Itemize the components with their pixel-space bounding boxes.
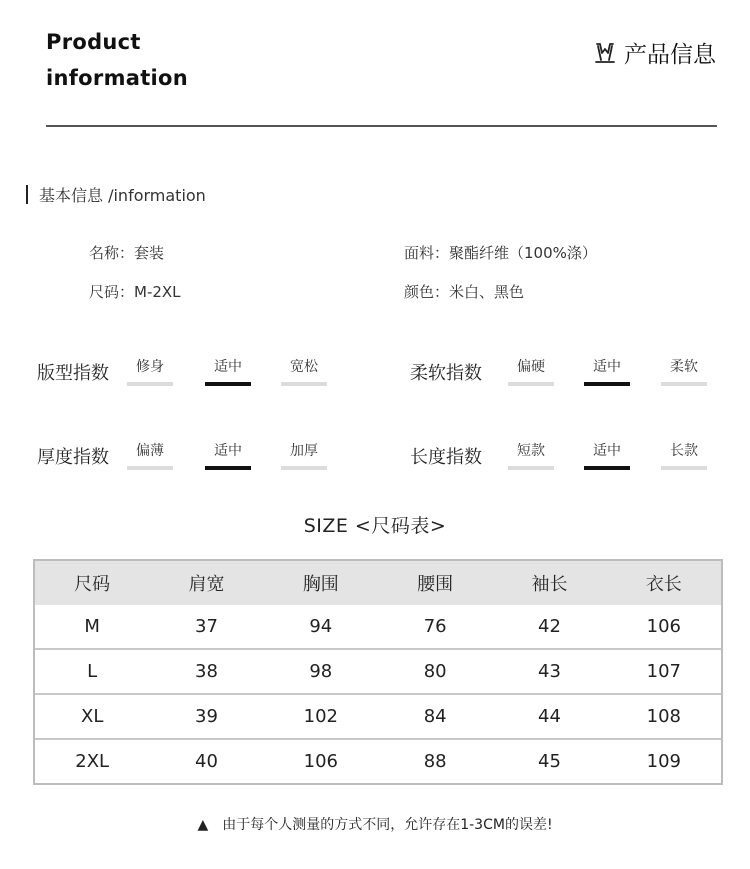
index-option-thickness-2: 加厚 <box>281 440 327 470</box>
table-row <box>35 739 721 783</box>
table-cell: 38 <box>149 649 263 694</box>
option-bar <box>127 382 173 386</box>
option-bar <box>508 382 554 386</box>
index-label-fit: 版型指数 <box>37 363 109 384</box>
option-bar-selected <box>205 382 251 386</box>
table-header-cell: 衣长 <box>645 574 682 595</box>
warning-triangle-icon: ▲ <box>197 817 209 833</box>
table-header-cell: 腰围 <box>417 574 454 595</box>
title-en <box>46 24 188 96</box>
table-cell: 76 <box>423 616 447 637</box>
option-bar <box>127 466 173 470</box>
index-option-thickness-0: 偏薄 <box>127 440 173 470</box>
size-table <box>33 559 723 785</box>
index-option-softness-2: 柔软 <box>661 356 707 386</box>
table-cell: 40 <box>149 739 263 783</box>
info-fabric: 面料：聚酯纤维（100%涤） <box>404 244 597 262</box>
table-cell: XL <box>35 694 149 739</box>
option-bar <box>661 466 707 470</box>
index-option-length-1: 适中 <box>584 440 630 470</box>
index-option-length-2: 长款 <box>661 440 707 470</box>
table-header-cell: 尺码 <box>74 574 111 595</box>
index-label-thickness: 厚度指数 <box>37 447 109 468</box>
table-row <box>35 694 721 739</box>
table-row <box>35 605 721 649</box>
table-cell: 44 <box>492 694 606 739</box>
top-divider <box>46 125 717 127</box>
option-bar-selected <box>205 466 251 470</box>
table-cell: M <box>84 616 100 637</box>
index-label-softness: 柔软指数 <box>410 363 482 384</box>
option-bar-selected <box>584 466 630 470</box>
option-bar <box>281 466 327 470</box>
size-table-title: SIZE <尺码表> <box>303 515 447 537</box>
table-cell: 106 <box>646 616 681 637</box>
title-en-line1: Product <box>46 30 141 54</box>
index-option-fit-0: 修身 <box>127 356 173 386</box>
index-option-length-0: 短款 <box>508 440 554 470</box>
table-cell: 84 <box>378 694 492 739</box>
table-cell: 94 <box>309 616 333 637</box>
index-option-softness-1: 适中 <box>584 356 630 386</box>
table-cell: 37 <box>195 616 218 637</box>
table-cell: L <box>35 649 149 694</box>
table-cell: 43 <box>492 649 606 694</box>
option-bar <box>281 382 327 386</box>
table-cell: 102 <box>264 694 378 739</box>
table-cell: 80 <box>378 649 492 694</box>
option-bar <box>508 466 554 470</box>
title-en-line2: information <box>46 66 189 90</box>
info-size-range: 尺码：M-2XL <box>89 283 181 301</box>
table-header-cell: 胸围 <box>302 574 339 595</box>
index-option-fit-1: 适中 <box>205 356 251 386</box>
option-bar-selected <box>584 382 630 386</box>
table-header-cell: 袖长 <box>531 574 568 595</box>
table-cell: 98 <box>264 649 378 694</box>
table-cell: 108 <box>607 694 721 739</box>
table-cell: 42 <box>538 616 561 637</box>
table-cell: 106 <box>264 739 378 783</box>
table-cell: 107 <box>607 649 721 694</box>
clothing-icon <box>594 42 616 64</box>
index-option-fit-2: 宽松 <box>281 356 327 386</box>
title-cn-text: 产品信息 <box>624 42 716 68</box>
table-header-cell: 肩宽 <box>188 574 225 595</box>
measurement-note <box>0 814 750 834</box>
index-option-softness-0: 偏硬 <box>508 356 554 386</box>
table-cell: 109 <box>607 739 721 783</box>
table-row <box>35 649 721 694</box>
note-text: 由于每个人测量的方式不同，允许存在1-3CM的误差! <box>222 817 553 833</box>
table-cell: 88 <box>378 739 492 783</box>
table-header-row <box>35 561 721 605</box>
table-cell: 39 <box>149 694 263 739</box>
section-label: 基本信息 /information <box>39 186 206 205</box>
table-cell: 45 <box>492 739 606 783</box>
info-color: 颜色：米白、黑色 <box>404 283 525 301</box>
index-label-length: 长度指数 <box>410 447 482 468</box>
section-marker <box>26 185 28 204</box>
table-cell: 2XL <box>35 739 149 783</box>
option-bar <box>661 382 707 386</box>
info-name: 名称：套装 <box>89 244 165 262</box>
index-option-thickness-1: 适中 <box>205 440 251 470</box>
title-cn <box>594 36 716 69</box>
